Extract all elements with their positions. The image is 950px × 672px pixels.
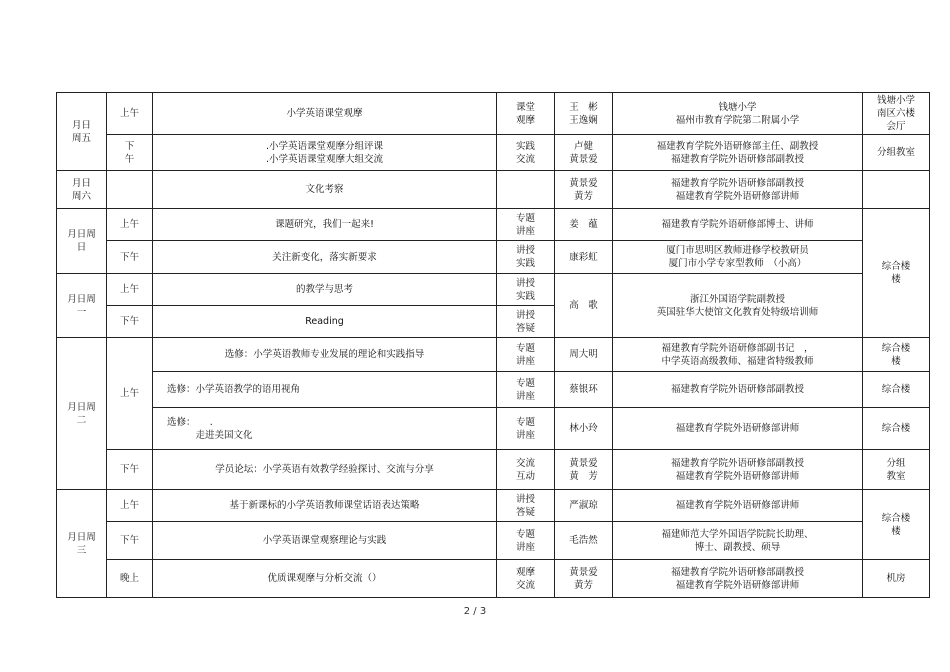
speaker-cell: 王 彬 王逸娴 <box>555 93 613 135</box>
period-cell: 上午 <box>107 274 153 306</box>
table-row <box>57 372 930 408</box>
org-cell: 福建教育学院外语研修部讲师 <box>613 490 863 522</box>
topic-cell: 文化考察 <box>153 171 497 209</box>
period-cell: 上午 <box>107 93 153 135</box>
mode-cell: 实践 交流 <box>497 135 555 171</box>
org-cell: 钱塘小学 福州市教育学院第二附属小学 <box>613 93 863 135</box>
org-cell: 福建教育学院外语研修部副教授 福建教育学院外语研修部讲师 <box>613 450 863 490</box>
speaker-cell: 黄景爱 黄芳 <box>555 171 613 209</box>
table-row <box>57 274 930 306</box>
venue-cell: 分组 教室 <box>863 450 930 490</box>
topic-cell: Reading <box>153 306 497 338</box>
mode-cell: 专题 讲座 <box>497 209 555 241</box>
period-cell: 上午 <box>107 209 153 241</box>
org-cell: 浙江外国语学院副教授 英国驻华大使馆文化教育处特级培训师 <box>613 274 863 338</box>
mode-cell: 专题 讲座 <box>497 408 555 450</box>
period-cell: 下午 <box>107 522 153 560</box>
mode-cell: 讲授 答疑 <box>497 306 555 338</box>
table-row <box>57 560 930 598</box>
mode-cell: 讲授 实践 <box>497 241 555 274</box>
period-cell: 上午 <box>107 490 153 522</box>
venue-cell: 综合楼 <box>863 372 930 408</box>
speaker-cell: 毛浩然 <box>555 522 613 560</box>
page-number: 2 / 3 <box>463 606 487 617</box>
speaker-cell: 黄景爱 黄 芳 <box>555 450 613 490</box>
period-cell: 上午 <box>107 338 153 450</box>
speaker-cell: 严淑琼 <box>555 490 613 522</box>
org-cell: 福建教育学院外语研修部博士、讲师 <box>613 209 863 241</box>
venue-cell <box>863 171 930 209</box>
org-cell: 福建教育学院外语研修部讲师 <box>613 408 863 450</box>
table-row <box>57 135 930 171</box>
mode-cell: 专题 讲座 <box>497 338 555 372</box>
topic-cell: 选修：小学英语教师专业发展的理论和实践指导 <box>153 338 497 372</box>
period-cell: 下午 <box>107 450 153 490</box>
org-cell: 厦门市思明区教师进修学校教研员 厦门市小学专家型教师 （小高） <box>613 241 863 274</box>
org-cell: 福建教育学院外语研修部副教授 福建教育学院外语研修部讲师 <box>613 560 863 598</box>
day-cell: 月日周 日 <box>57 209 107 274</box>
speaker-cell: 周大明 <box>555 338 613 372</box>
org-cell: 福建教育学院外语研修部副书记 ， 中学英语高级教师、福建省特级教师 <box>613 338 863 372</box>
topic-cell: 基于新课标的小学英语教师课堂话语表达策略 <box>153 490 497 522</box>
speaker-cell: 卢健 黄景爱 <box>555 135 613 171</box>
speaker-cell: 康彩虹 <box>555 241 613 274</box>
table-row <box>57 522 930 560</box>
venue-cell: 综合楼 楼 <box>863 490 930 560</box>
venue-cell: 综合楼 楼 <box>863 338 930 372</box>
topic-cell: .小学英语课堂观摩分组评课 .小学英语课堂观摩大组交流 <box>153 135 497 171</box>
topic-cell: 小学英语课堂观摩 <box>153 93 497 135</box>
table-row <box>57 171 930 209</box>
venue-cell: 分组教室 <box>863 135 930 171</box>
table-row <box>57 490 930 522</box>
topic-cell: 学员论坛：小学英语有效教学经验探讨、交流与分享 <box>153 450 497 490</box>
topic-cell: 选修：小学英语教学的语用视角 <box>153 372 497 408</box>
venue-cell: 综合楼 楼 <box>863 209 930 338</box>
mode-cell: 讲授 实践 <box>497 274 555 306</box>
table-row <box>57 93 930 135</box>
venue-cell: 机房 <box>863 560 930 598</box>
day-cell: 月日周 一 <box>57 274 107 338</box>
venue-cell: 钱塘小学 南区六楼 会厅 <box>863 93 930 135</box>
schedule-table <box>56 92 930 598</box>
speaker-cell: 林小玲 <box>555 408 613 450</box>
table-row <box>57 241 930 274</box>
topic-cell: 关注新变化，落实新要求 <box>153 241 497 274</box>
speaker-cell: 高 歌 <box>555 274 613 338</box>
topic-cell: 选修： . 走进美国文化 <box>153 408 497 450</box>
day-cell: 月日周 二 <box>57 338 107 490</box>
period-cell: 下午 <box>107 306 153 338</box>
day-cell: 月日周 三 <box>57 490 107 598</box>
period-cell: 下 午 <box>107 135 153 171</box>
topic-cell: 的教学与思考 <box>153 274 497 306</box>
period-cell <box>107 171 153 209</box>
period-cell: 晚上 <box>107 560 153 598</box>
topic-cell: 课题研究，我们一起来! <box>153 209 497 241</box>
org-cell: 福建教育学院外语研修部副教授 <box>613 372 863 408</box>
speaker-cell: 姜 蕴 <box>555 209 613 241</box>
org-cell: 福建师范大学外国语学院院长助理、 博士、副教授、硕导 <box>613 522 863 560</box>
mode-cell: 交流 互动 <box>497 450 555 490</box>
day-cell: 月日 周六 <box>57 171 107 209</box>
mode-cell: 课堂 观摩 <box>497 93 555 135</box>
speaker-cell: 黄景爱 黄芳 <box>555 560 613 598</box>
speaker-cell: 蔡银环 <box>555 372 613 408</box>
day-cell: 月日 周五 <box>57 93 107 171</box>
table-row <box>57 209 930 241</box>
table-row <box>57 450 930 490</box>
mode-cell: 观摩 交流 <box>497 560 555 598</box>
mode-cell: 讲授 答疑 <box>497 490 555 522</box>
org-cell: 福建教育学院外语研修部副教授 福建教育学院外语研修部讲师 <box>613 171 863 209</box>
table-row <box>57 338 930 372</box>
topic-cell: 优质课观摩与分析交流（） <box>153 560 497 598</box>
table-row <box>57 408 930 450</box>
mode-cell <box>497 171 555 209</box>
mode-cell: 专题 讲座 <box>497 522 555 560</box>
period-cell: 下午 <box>107 241 153 274</box>
mode-cell: 专题 讲座 <box>497 372 555 408</box>
venue-cell: 综合楼 <box>863 408 930 450</box>
topic-cell: 小学英语课堂观察理论与实践 <box>153 522 497 560</box>
org-cell: 福建教育学院外语研修部主任、副教授 福建教育学院外语研修部副教授 <box>613 135 863 171</box>
